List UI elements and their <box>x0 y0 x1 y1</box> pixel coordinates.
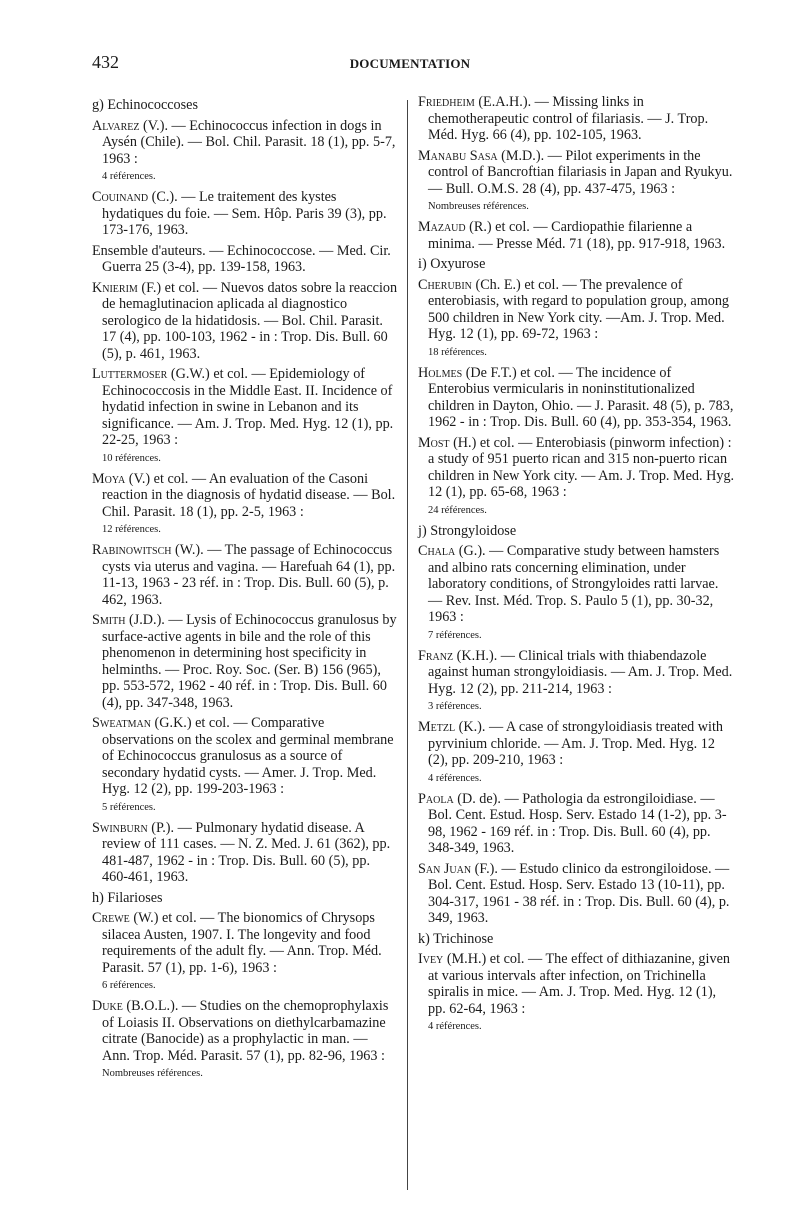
entry-citation: (D. de). — Pathologia da estrongiloidiase. — Bol. Cent. Estud. Hosp. Serv. Estado 14 (1-2), pp. 3-98, 1962 - 169 réf. in : Trop. Dis. Bull. 60 (4), pp. 348-349, 1963. <box>428 790 727 856</box>
entry-citation: (Ch. E.) et col. — The prevalence of enterobiasis, with regard to population group, among 500 children in New York city. —Am. J. Trop. Med. Hyg. 12 (1), pp. 69-72, 1963 : <box>428 276 730 342</box>
bibliography-entry <box>92 189 398 239</box>
entry-author: Duke <box>92 998 123 1014</box>
entry-author: Cherubin <box>418 276 472 293</box>
reference-count-note: 4 références. <box>428 772 482 784</box>
right-column <box>418 94 736 1039</box>
bibliography-entry <box>92 820 398 886</box>
reference-count-note: 24 références. <box>428 504 487 516</box>
reference-count-note: 4 références. <box>428 1021 482 1032</box>
reference-count-note: 3 références. <box>428 701 482 712</box>
entry-author: Manabu Sasa <box>418 147 498 164</box>
entry-citation: (V.) et col. — An evaluation of the Casoni reaction in the diagnosis of hydatid disease. — Bol. Chil. Parasit. 18 (1), pp. 2-5, 1963 : <box>102 470 396 520</box>
entry-author: Holmes <box>418 364 463 381</box>
bibliography-entry <box>418 861 736 927</box>
section-heading-text: g) Echinococcoses <box>92 97 198 113</box>
bibliography-entry <box>418 219 736 252</box>
entry-citation: (W.) et col. — The bionomics of Chrysops silacea Austen, 1907. I. The longevity and food requirements of the adult fly. — Ann. Trop. Méd. Parasit. 57 (1), pp. 1-6), 1963 : <box>102 910 382 976</box>
entry-citation: (K.H.). — Clinical trials with thiabendazole against human strongyloidiasis. — Am. J. Trop. Med. Hyg. 12 (2), pp. 211-214, 1963 : <box>428 647 733 697</box>
reference-count-note: Nombreuses références. <box>102 1068 203 1079</box>
entry-author: Metzl <box>418 719 456 735</box>
entry-citation: (W.). — The passage of Echinococcus cysts via uterus and vagina. — Harefuah 64 (1), pp. 11-13, 1963 - 23 réf. in : Trop. Dis. Bull. 60 (5), p. 462, 1963. <box>102 542 396 608</box>
reference-count-note: 5 références. <box>102 801 156 813</box>
reference-count-note: 4 références. <box>102 171 156 182</box>
running-title: DOCUMENTATION <box>349 56 471 71</box>
reference-count-note: 6 références. <box>102 980 156 991</box>
entry-author: Knierim <box>92 279 138 296</box>
entry-author: Swinburn <box>92 819 148 836</box>
section-heading-text: j) Strongyloidose <box>418 522 517 539</box>
bibliography-entry <box>92 715 398 798</box>
bibliography-entry <box>92 280 398 363</box>
entry-citation: (K.). — A case of strongyloidiasis treated with pyrvinium chloride. — Am. J. Trop. Med. Hyg. 12 (2), pp. 209-210, 1963 : <box>428 719 723 768</box>
bibliography-entry <box>418 719 736 769</box>
entry-author: San Juan <box>418 860 472 877</box>
entry-author: Smith <box>92 612 126 628</box>
column-divider <box>407 100 408 1190</box>
entry-citation: (R.) et col. — Cardiopathie filarienne a minima. — Presse Méd. 71 (18), pp. 917-918, 1963. <box>428 219 726 252</box>
bibliography-entry <box>418 277 736 343</box>
bibliography-entry <box>92 471 398 521</box>
section-heading <box>92 97 398 114</box>
reference-count-note: Nombreuses références. <box>428 201 529 212</box>
entry-author: Couinand <box>92 189 149 205</box>
entry-author: Chala <box>418 543 456 559</box>
section-heading <box>418 931 736 948</box>
section-heading-text: i) Oxyurose <box>418 256 486 272</box>
bibliography-entry <box>418 543 736 626</box>
entry-citation: (V.). — Echinococcus infection in dogs in Aysén (Chile). — Bol. Chil. Parasit. 18 (1), pp. 5-7, 1963 : <box>102 117 396 167</box>
entry-author: Most <box>418 434 450 451</box>
entry-author: Moya <box>92 470 126 487</box>
entry-author: Crewe <box>92 910 130 926</box>
entry-citation: (J.D.). — Lysis of Echinococcus granulosus by surface-active agents in bile and the role of this phenomenon in determining host specificity in helminths. — Proc. Roy. Soc. (Ser. B) 156 (965), pp. 553-572, 1962 - 40 réf. in : Trop. Dis. Bull. 60 (4), pp. 347-348, 1963. <box>102 612 397 711</box>
bibliography-entry <box>92 118 398 168</box>
entry-author: Paola <box>418 790 454 807</box>
entry-author: Sweatman <box>92 715 151 731</box>
entry-author: Franz <box>418 647 454 664</box>
section-heading <box>418 256 736 273</box>
entry-author: Friedheim <box>418 94 475 110</box>
section-heading-text: k) Trichinose <box>418 930 494 947</box>
entry-citation: (B.O.L.). — Studies on the chemoprophylaxis of Loiasis II. Observations on diethylcarbamazine citrate (Banocide) as a prophylactic in man. — Ann. Trop. Méd. Parasit. 57 (1), pp. 82-96, 1963 : <box>102 998 389 1064</box>
entry-author: Ivey <box>418 951 444 967</box>
entry-author: Luttermoser <box>92 366 168 382</box>
bibliography-entry <box>92 910 398 976</box>
entry-citation: (G.K.) et col. — Comparative observations on the scolex and germinal membrane of Echinococcus granulosus as a source of secondary hydatid cysts. — Amer. J. Trop. Med. Hyg. 12 (2), pp. 199-203-1963 : <box>102 715 394 797</box>
reference-count-note: 18 références. <box>428 346 487 358</box>
entry-citation: (G.). — Comparative study between hamsters and albino rats concerning elimination, under laboratory conditions, of Strongyloides ratti larvae. — Rev. Inst. Méd. Trop. S. Paulo 5 (1), pp. 30-32, 1963 : <box>428 543 720 625</box>
reference-count-note: 12 références. <box>102 524 161 535</box>
section-heading-text: h) Filarioses <box>92 889 163 906</box>
entry-citation: (De F.T.) et col. — The incidence of Enterobius vermicularis in noninstitutionalized children in Dayton, Ohio. — J. Parasit. 48 (5), p. 783, 1962 - in : Trop. Dis. Bull. 60 (4), pp. 353-354, 1963. <box>428 364 734 430</box>
entry-citation: (G.W.) et col. — Epidemiology of Echinococcosis in the Middle East. II. Incidence of hydatid infection in swine in Lebanon and its significance. — Am. J. Trop. Med. Hyg. 12 (1), pp. 22-25, 1963 : <box>102 366 394 448</box>
entry-citation: (M.D.). — Pilot experiments in the control of Bancroftian filariasis in Japan and Ryukyu. — Bull. O.M.S. 28 (4), pp. 437-475, 1963 : <box>428 147 733 197</box>
bibliography-entry <box>418 791 736 857</box>
bibliography-entry <box>92 366 398 449</box>
bibliography-entry <box>92 243 398 276</box>
section-heading <box>92 890 398 907</box>
page-header <box>92 52 728 76</box>
entry-citation: (C.). — Le traitement des kystes hydatiques du foie. — Sem. Hôp. Paris 39 (3), pp. 173-176, 1963. <box>102 189 387 238</box>
entry-author: Rabinowitsch <box>92 542 172 558</box>
reference-count-note: 10 références. <box>102 452 161 464</box>
bibliography-entry <box>92 542 398 608</box>
reference-count-note: 7 références. <box>428 629 482 641</box>
entry-citation: (H.) et col. — Enterobiasis (pinworm infection) : a study of 951 puerto rican and 315 non-puerto rican children in New York city. — Am. J. Trop. Med. Hyg. 12 (1), pp. 65-68, 1963 : <box>428 434 735 500</box>
bibliography-entry <box>418 94 736 144</box>
entry-citation: (F.) et col. — Nuevos datos sobre la reaccion de hemaglutinacion aplicada al diagnostico serologico de la hidatidosis. — Bol. Chil. Parasit. 17 (4), pp. 100-103, 1962 - in : Trop. Dis. Bull. 60 (5), p. 461, 1963. <box>102 279 398 362</box>
bibliography-entry <box>418 951 736 1017</box>
entry-citation: (E.A.H.). — Missing links in chemotherapeutic control of filariasis. — J. Trop. Méd. Hyg. 66 (4), pp. 102-105, 1963. <box>428 94 709 143</box>
entry-citation: (F.). — Estudo clinico da estrongiloidose. — Bol. Cent. Estud. Hosp. Serv. Estado 13 (10-11), pp. 304-317, 1961 - 38 réf. in : Trop. Dis. Bull. 60 (4), p. 349, 1963. <box>428 860 730 926</box>
bibliography-entry <box>418 365 736 431</box>
entry-author: Mazaud <box>418 219 466 235</box>
bibliography-entry <box>418 435 736 501</box>
bibliography-entry <box>92 612 398 711</box>
entry-citation: (M.H.) et col. — The effect of dithiazanine, given at various intervals after infection, on Trichinella spiralis in mice. — Am. J. Trop. Med. Hyg. 12 (1), pp. 62-64, 1963 : <box>428 951 730 1017</box>
bibliography-entry <box>418 648 736 698</box>
bibliography-entry <box>418 148 736 198</box>
bibliography-entry <box>92 998 398 1064</box>
section-heading <box>418 523 736 540</box>
entry-citation: (P.). — Pulmonary hydatid disease. A review of 111 cases. — N. Z. Med. J. 61 (362), pp. 481-487, 1962 - in : Trop. Dis. Bull. 60 (5), pp. 460-461, 1963. <box>102 819 391 885</box>
left-column <box>92 94 398 1086</box>
page-number: 432 <box>92 52 119 72</box>
entry-citation: Ensemble d'auteurs. — Echinococcose. — Med. Cir. Guerra 25 (3-4), pp. 139-158, 1963. <box>92 242 391 275</box>
entry-author: Alvarez <box>92 117 140 134</box>
